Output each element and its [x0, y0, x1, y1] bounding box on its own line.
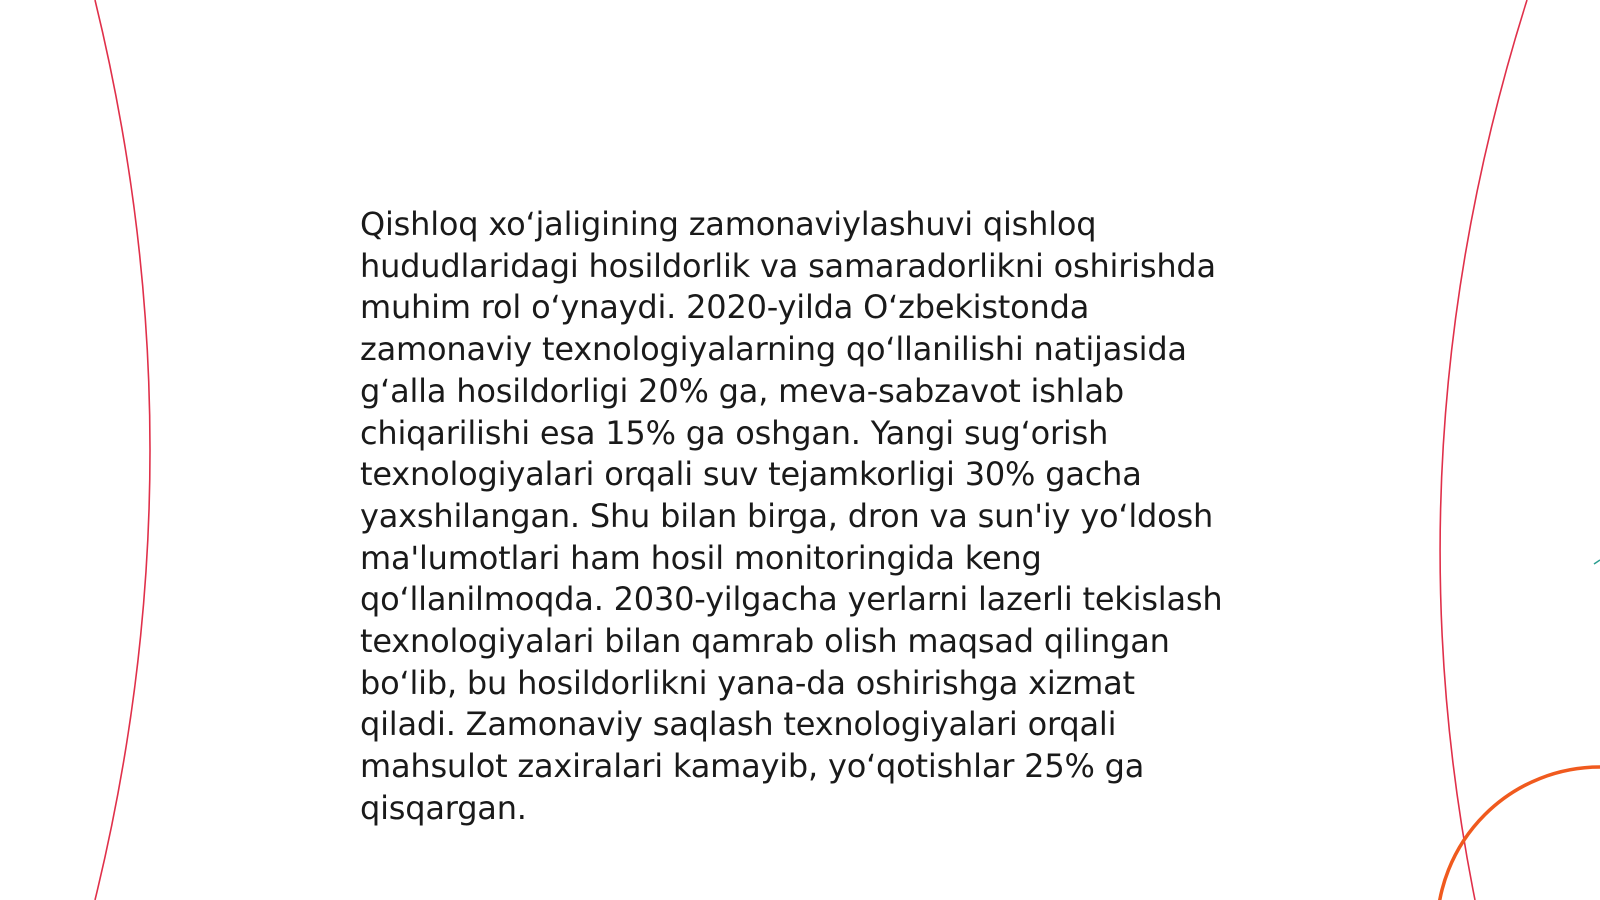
- body-paragraph: Qishloq xo‘jaligining zamonaviylashuvi qishloq hududlaridagi hosildorlik va samaradorlikni oshirishda muhim rol o‘ynaydi. 2020-yilda O‘zbekistonda zamonaviy texnologiyalarning qo‘llanilishi natijasida g‘alla hosildorligi 20% ga, meva-sabzavot ishlab chiqarilishi esa 15% ga oshgan. Yangi sug‘orish texnologiyalari orqali suv tejamkorligi 30% gacha yaxshilangan. Shu bilan birga, dron va sun'iy yo‘ldosh ma'lumotlari ham hosil monitoringida keng qo‘llanilmoqda. 2030-yilgacha yerlarni lazerli tekislash texnologiyalari bilan qamrab olish maqsad qilingan bo‘lib, bu hosildorlikni yana-da oshirishga xizmat qiladi. Zamonaviy saqlash texnologiyalari orqali mahsulot zaxiralari kamayib, yo‘qotishlar 25% ga qisqargan.: [360, 205, 1223, 827]
- left-arc: [95, 0, 150, 900]
- small-accent-mark: [1594, 560, 1600, 564]
- right-arc: [1440, 0, 1527, 900]
- orange-circle-arc: [1437, 767, 1600, 900]
